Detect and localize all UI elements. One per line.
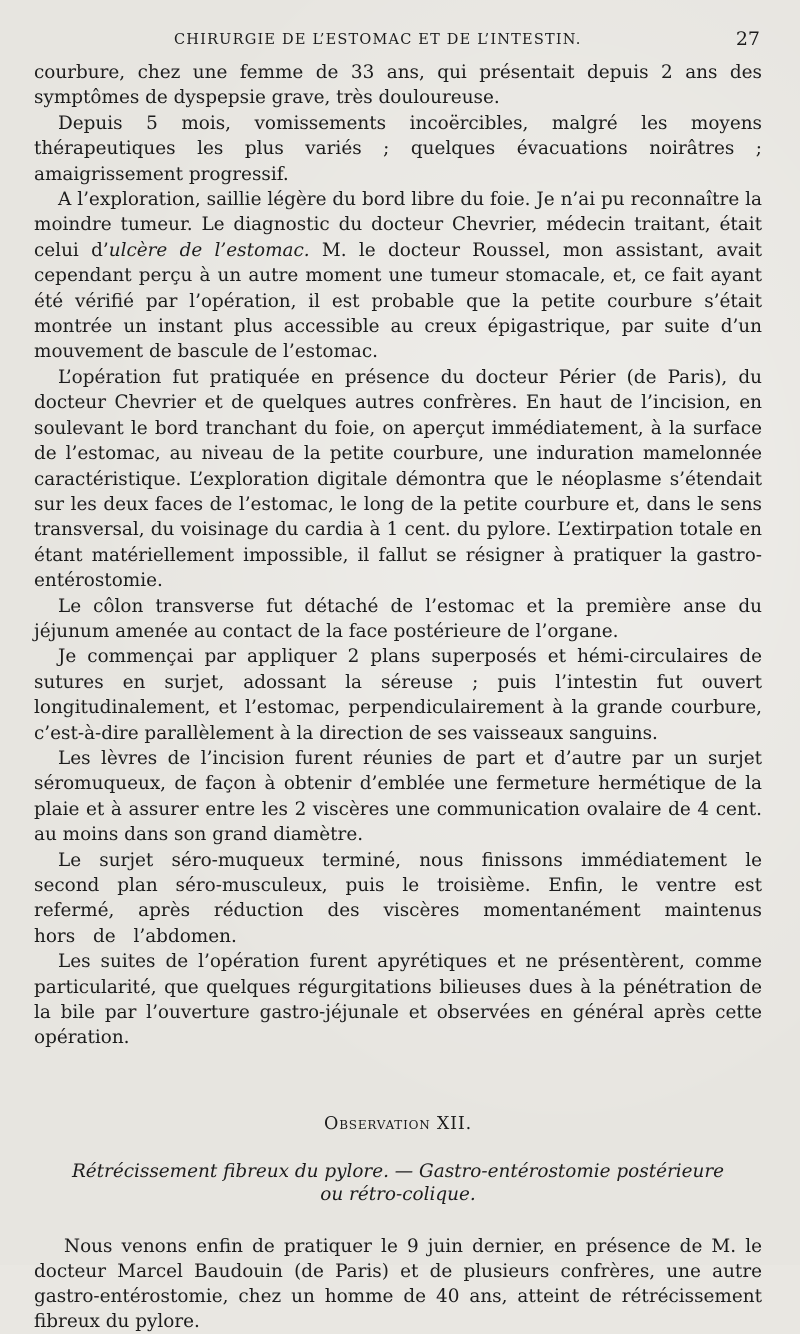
exploration-text-part2: M. le docteur Roussel, mon assistant, avait cependant perçu à un autre moment une tumeur stomacale, et, ce fait ayant été vérifié par l’opération, il est probable que la petite courbure s’était montrée un instant plus accessible au creux épigastrique, par suite d’un mouvement de bascule de l’estomac.: [34, 239, 762, 363]
paragraph-symptoms: Depuis 5 mois, vomissements incoërcibles, malgré les moyens thérapeutiques les plus variés ; quelques évacuations noirâtres ; amaigrissement progressif.: [34, 112, 762, 185]
running-title: CHIRURGIE DE L’ESTOMAC ET DE L’INTESTIN.: [174, 32, 582, 48]
paragraph-observation-xii: Nous venons enfin de pratiquer le 9 juin dernier, en présence de M. le docteur Marcel Baudouin (de Paris) et de plusieurs confrères, une autre gastro-entérostomie, chez un homme de 40 ans, atteint de rétrécissement fibreux du pylore.: [34, 1235, 762, 1332]
paragraph-closure: Le surjet séro-muqueux terminé, nous finissons immédiatement le second plan séro-musculeux, puis le troisième. Enfin, le ventre est refermé, après réduction des viscères momentanément maintenus hors de l’abdomen.: [34, 849, 762, 947]
paragraph-operation: L’opération fut pratiquée en présence du docteur Périer (de Paris), du docteur Chevrier et de quelques autres confrères. En haut de l’incision, en soulevant le bord tranchant du foie, on aperçut immédiatement, à la surface de l’estomac, au niveau de la petite courbure, une induration mamelonnée caractéristique. L’exploration digitale démontra que le néoplasme s’étendait sur les deux faces de l’estomac, le long de la petite courbure et, dans le sens transversal, du voisinage du cardia à 1 cent. du pylore. L’extirpation totale en étant matériellement impossible, il fallut se résigner à pratiquer la gastro-entérostomie.: [34, 366, 762, 592]
paragraph-continuation: courbure, chez une femme de 33 ans, qui présentait depuis 2 ans des symptômes de dyspepsie grave, très douloureuse.: [34, 62, 762, 109]
paragraph-outcome: Les suites de l’opération furent apyrétiques et ne présentèrent, comme particularité, que quelques régurgitations bilieuses dues à la pénétration de la bile par l’ouverture gastro-jéjunale et observées en général après cette opération.: [34, 951, 762, 1049]
paragraph-incision: Les lèvres de l’incision furent réunies de part et d’autre par un surjet séromuqueux, de façon à obtenir d’emblée une fermeture hermétique de la plaie et à assurer entre les 2 viscères une communication ovalaire de 4 cent. au moins dans son grand diamètre.: [34, 747, 762, 846]
observation-heading-text: Observation XII.: [324, 1113, 472, 1134]
observation-subtitle-line2: ou rétro-colique.: [320, 1183, 476, 1205]
exploration-diagnosis-italic: ulcère de l’estomac.: [108, 239, 310, 261]
observation-subtitle-line1: Rétrécissement fibreux du pylore. — Gastro-entérostomie postérieure: [71, 1160, 725, 1182]
observation-heading: [34, 1114, 762, 1134]
paragraph-colon: Le côlon transverse fut détaché de l’estomac et la première anse du jéjunum amenée au contact de la face postérieure de l’organe.: [34, 595, 762, 642]
paragraph-sutures: Je commençai par appliquer 2 plans superposés et hémi-circulaires de sutures en surjet, adossant la séreuse ; puis l’intestin fut ouvert longitudinalement, et l’estomac, perpendiculairement à la grande courbure, c’est-à-dire parallèlement à la direction de ses vaisseaux sanguins.: [34, 646, 762, 744]
body-text: [34, 60, 762, 1051]
observation-subtitle: [34, 1160, 762, 1206]
exploration-text-part1: A l’exploration, saillie légère du bord libre du foie. Je n’ai pu reconnaître la moindre tumeur. Le diagnostic du docteur Chevrier, médecin traitant, était celui d’: [34, 189, 762, 261]
observation-body: [34, 1234, 762, 1334]
page-number: 27: [735, 28, 760, 50]
paragraph-exploration: [34, 187, 762, 365]
running-head: [34, 28, 762, 58]
